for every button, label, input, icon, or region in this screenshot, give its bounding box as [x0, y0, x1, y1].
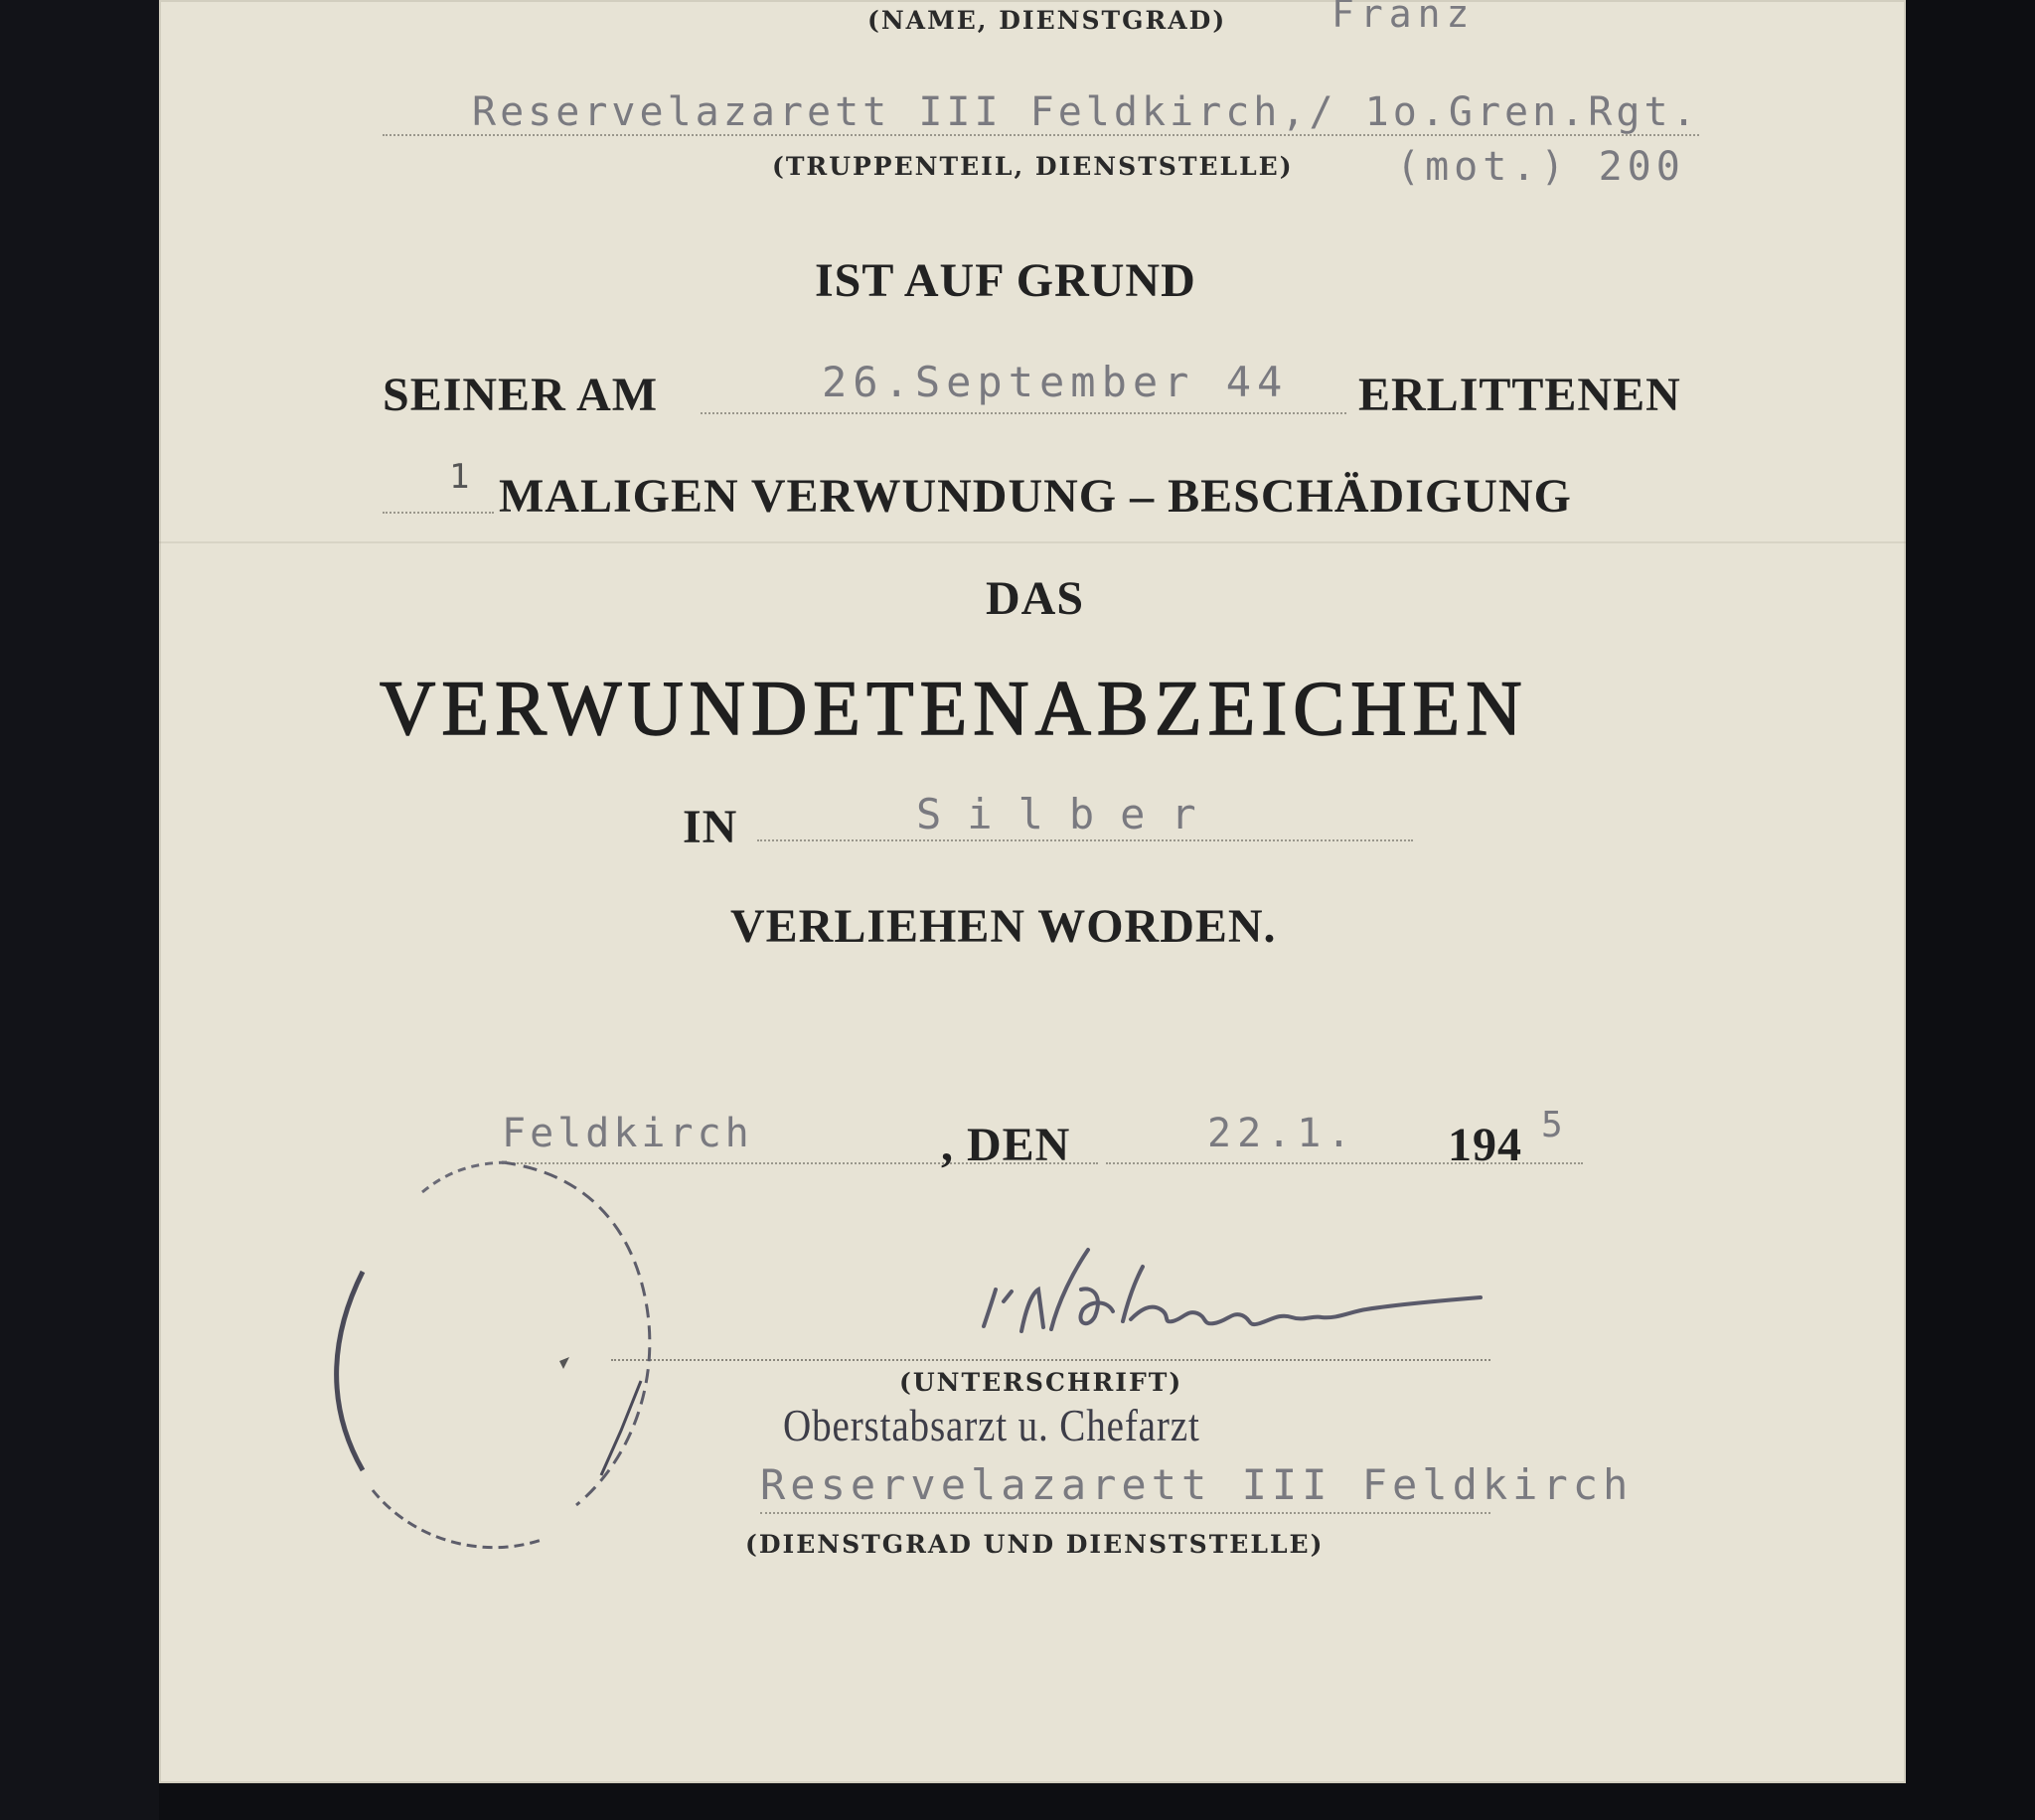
name-label: (NAME, DIENSTGRAD) — [867, 6, 1227, 35]
date-dotted-line — [701, 412, 1346, 414]
place-value: Feldkirch — [502, 1111, 753, 1156]
background — [0, 0, 159, 1820]
wound-text: MALIGEN VERWUNDUNG – BESCHÄDIGUNG — [499, 470, 1572, 523]
den-label: , DEN — [941, 1119, 1071, 1171]
signature-label: (UNTERSCHRIFT) — [899, 1368, 1183, 1397]
fold-line — [159, 541, 1906, 543]
signature — [964, 1232, 1699, 1346]
injury-date: 26.September 44 — [822, 358, 1289, 406]
conferred-text: VERLIEHEN WORDEN. — [730, 900, 1277, 953]
rank-dotted-line — [760, 1512, 1490, 1514]
count-dotted-line — [383, 512, 494, 514]
unit-label: (TRUPPENTEIL, DIENSTSTELLE) — [772, 152, 1294, 181]
wound-count: 1 — [449, 457, 476, 497]
name-value: Franz — [1331, 0, 1476, 36]
official-stamp — [303, 1133, 750, 1580]
rank-label: (DIENSTGRAD UND DIENSTSTELLE) — [745, 1530, 1325, 1559]
heading-basis: IST AUF GRUND — [815, 254, 1196, 307]
signer-title: Oberstabsarzt u. Chefarzt — [783, 1400, 1200, 1450]
das-label: DAS — [986, 572, 1085, 625]
signer-unit: Reservelazarett III Feldkirch — [760, 1460, 1634, 1509]
unit-value-continued: (mot.) 200 — [1396, 144, 1685, 190]
year-suffix: 5 — [1541, 1105, 1563, 1145]
unit-value: Reservelazarett III Feldkirch,/ 1o.Gren.Rgt. — [472, 89, 1700, 135]
year-prefix: 194 — [1448, 1119, 1522, 1171]
day-value: 22.1. — [1207, 1111, 1357, 1156]
unit-dotted-line — [383, 134, 1699, 136]
award-title: VERWUNDETENABZEICHEN — [380, 665, 1528, 751]
erlittenen-label: ERLITTENEN — [1358, 369, 1681, 421]
grade-dotted-line — [757, 839, 1413, 841]
award-grade: Silber — [916, 790, 1222, 838]
certificate-paper — [159, 0, 1906, 1783]
in-label: IN — [683, 801, 738, 853]
seiner-am-label: SEINER AM — [383, 369, 659, 421]
